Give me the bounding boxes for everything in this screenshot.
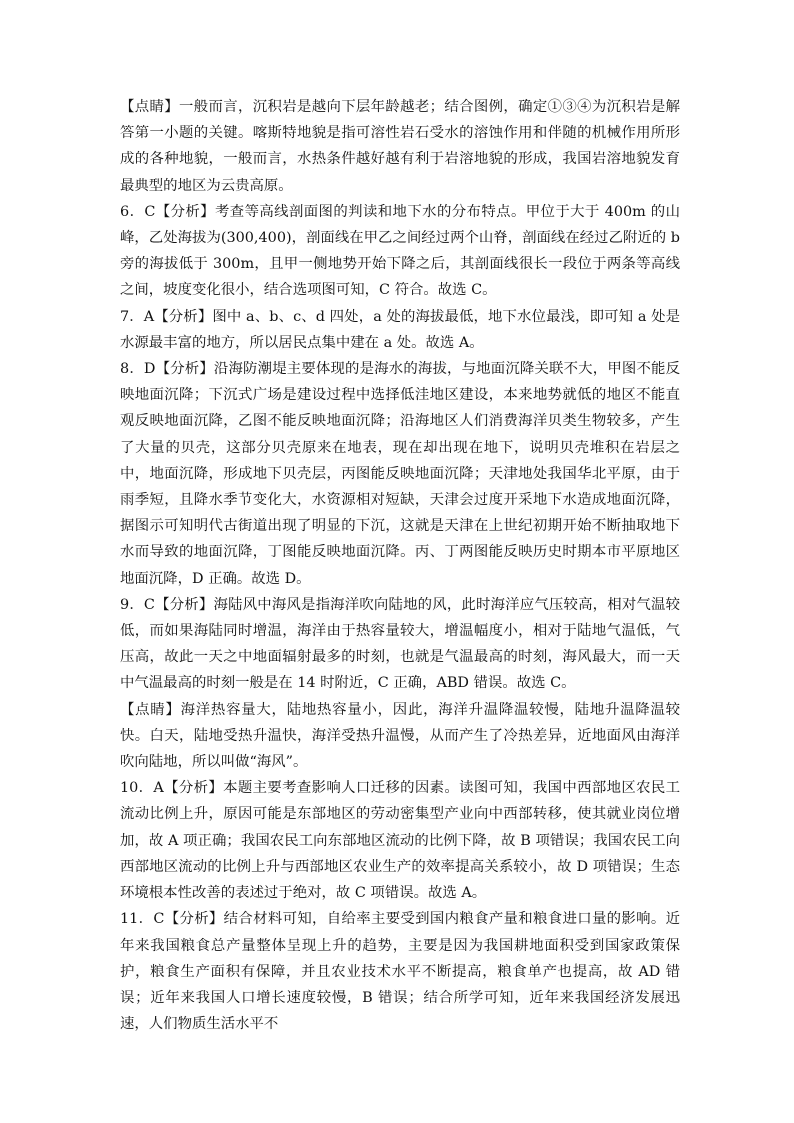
- answer-explanation-q6: 6．C【分析】考查等高线剖面图的判读和地下水的分布特点。甲位于大于 400m 的山峰，乙处海拔为(300,400)，剖面线在甲乙之间经过两个山脊，剖面线在经过乙附近的 b 旁的海拔低于 300m，且甲一侧地势开始下降之后，其剖面线很长一段位于两条等高线之间，坡度变化很小，结合选项图可知，C 符合。故选 C。: [120, 203, 680, 299]
- answer-explanation-q9: 9．C【分析】海陆风中海风是指海洋吹向陆地的风，此时海洋应气压较高，相对气温较低，而如果海陆同时增温，海洋由于热容量较大，增温幅度小，相对于陆地气温低，气压高，故此一天之中地面辐射最多的时刻，也就是气温最高的时刻，海风最大，而一天中气温最高的时刻一般是在 14 时附近，C 正确，ABD 错误。故选 C。: [120, 596, 680, 692]
- answer-explanation-q8: 8．D【分析】沿海防潮堤主要体现的是海水的海拔，与地面沉降关联不大，甲图不能反映地面沉降；下沉式广场是建设过程中选择低洼地区建设，本来地势就低的地区不能直观反映地面沉降，乙图不能反映地面沉降；沿海地区人们消费海洋贝类生物较多，产生了大量的贝壳，这部分贝壳原来在地表，现在却出现在地下，说明贝壳堆积在岩层之中，地面沉降，形成地下贝壳层，丙图能反映地面沉降；天津地处我国华北平原，由于雨季短，且降水季节变化大，水资源相对短缺，天津会过度开采地下水造成地面沉降，据图示可知明代古街道出现了明显的下沉，这就是天津在上世纪初期开始不断抽取地下水而导致的地面沉降，丁图能反映地面沉降。丙、丁两图能反映历史时期本市平原地区地面沉降，D 正确。故选 D。: [120, 361, 680, 587]
- answer-explanation-q10: 10．A【分析】本题主要考查影响人口迁移的因素。读图可知，我国中西部地区农民工流动比例上升，原因可能是东部地区的劳动密集型产业向中西部转移，使其就业岗位增加，故 A 项正确；我国农民工向东部地区流动的比例下降，故 B 项错误；我国农民工向西部地区流动的比例上升与西部地区农业生产的效率提高关系较小，故 D 项错误；生态环境根本性改善的表述过于绝对，故 C 项错误。故选 A。: [120, 780, 680, 902]
- dianjing-note-q9: 【点睛】海洋热容量大，陆地热容量小，因此，海洋升温降温较慢，陆地升温降温较快。白天，陆地受热升温快，海洋受热升温慢，从而产生了冷热差异，近地面风由海洋吹向陆地，所以叫做“海风”。: [120, 701, 680, 771]
- answer-explanation-q7: 7．A【分析】图中 a、b、c、d 四处，a 处的海拔最低，地下水位最浅，即可知 a 处是水源最丰富的地方，所以居民点集中建在 a 处。故选 A。: [120, 308, 680, 351]
- answer-explanation-q11: 11．C【分析】结合材料可知，自给率主要受到国内粮食产量和粮食进口量的影响。近年来我国粮食总产量整体呈现上升的趋势，主要是因为我国耕地面积受到国家政策保护，粮食生产面积有保障，并且农业技术水平不断提高，粮食单产也提高，故 AD 错误；近年来我国人口增长速度较慢，B 错误；结合所学可知，近年来我国经济发展迅速，人们物质生活水平不: [120, 911, 680, 1033]
- answer-explanation-page: [120, 94, 680, 1037]
- dianjing-note-q5: 【点睛】一般而言，沉积岩是越向下层年龄越老；结合图例，确定①③④为沉积岩是解答第一小题的关键。喀斯特地貌是指可溶性岩石受水的溶蚀作用和伴随的机械作用所形成的各种地貌，一般而言，水热条件越好越有利于岩溶地貌的形成，我国岩溶地貌发育最典型的地区为云贵高原。: [120, 99, 680, 194]
